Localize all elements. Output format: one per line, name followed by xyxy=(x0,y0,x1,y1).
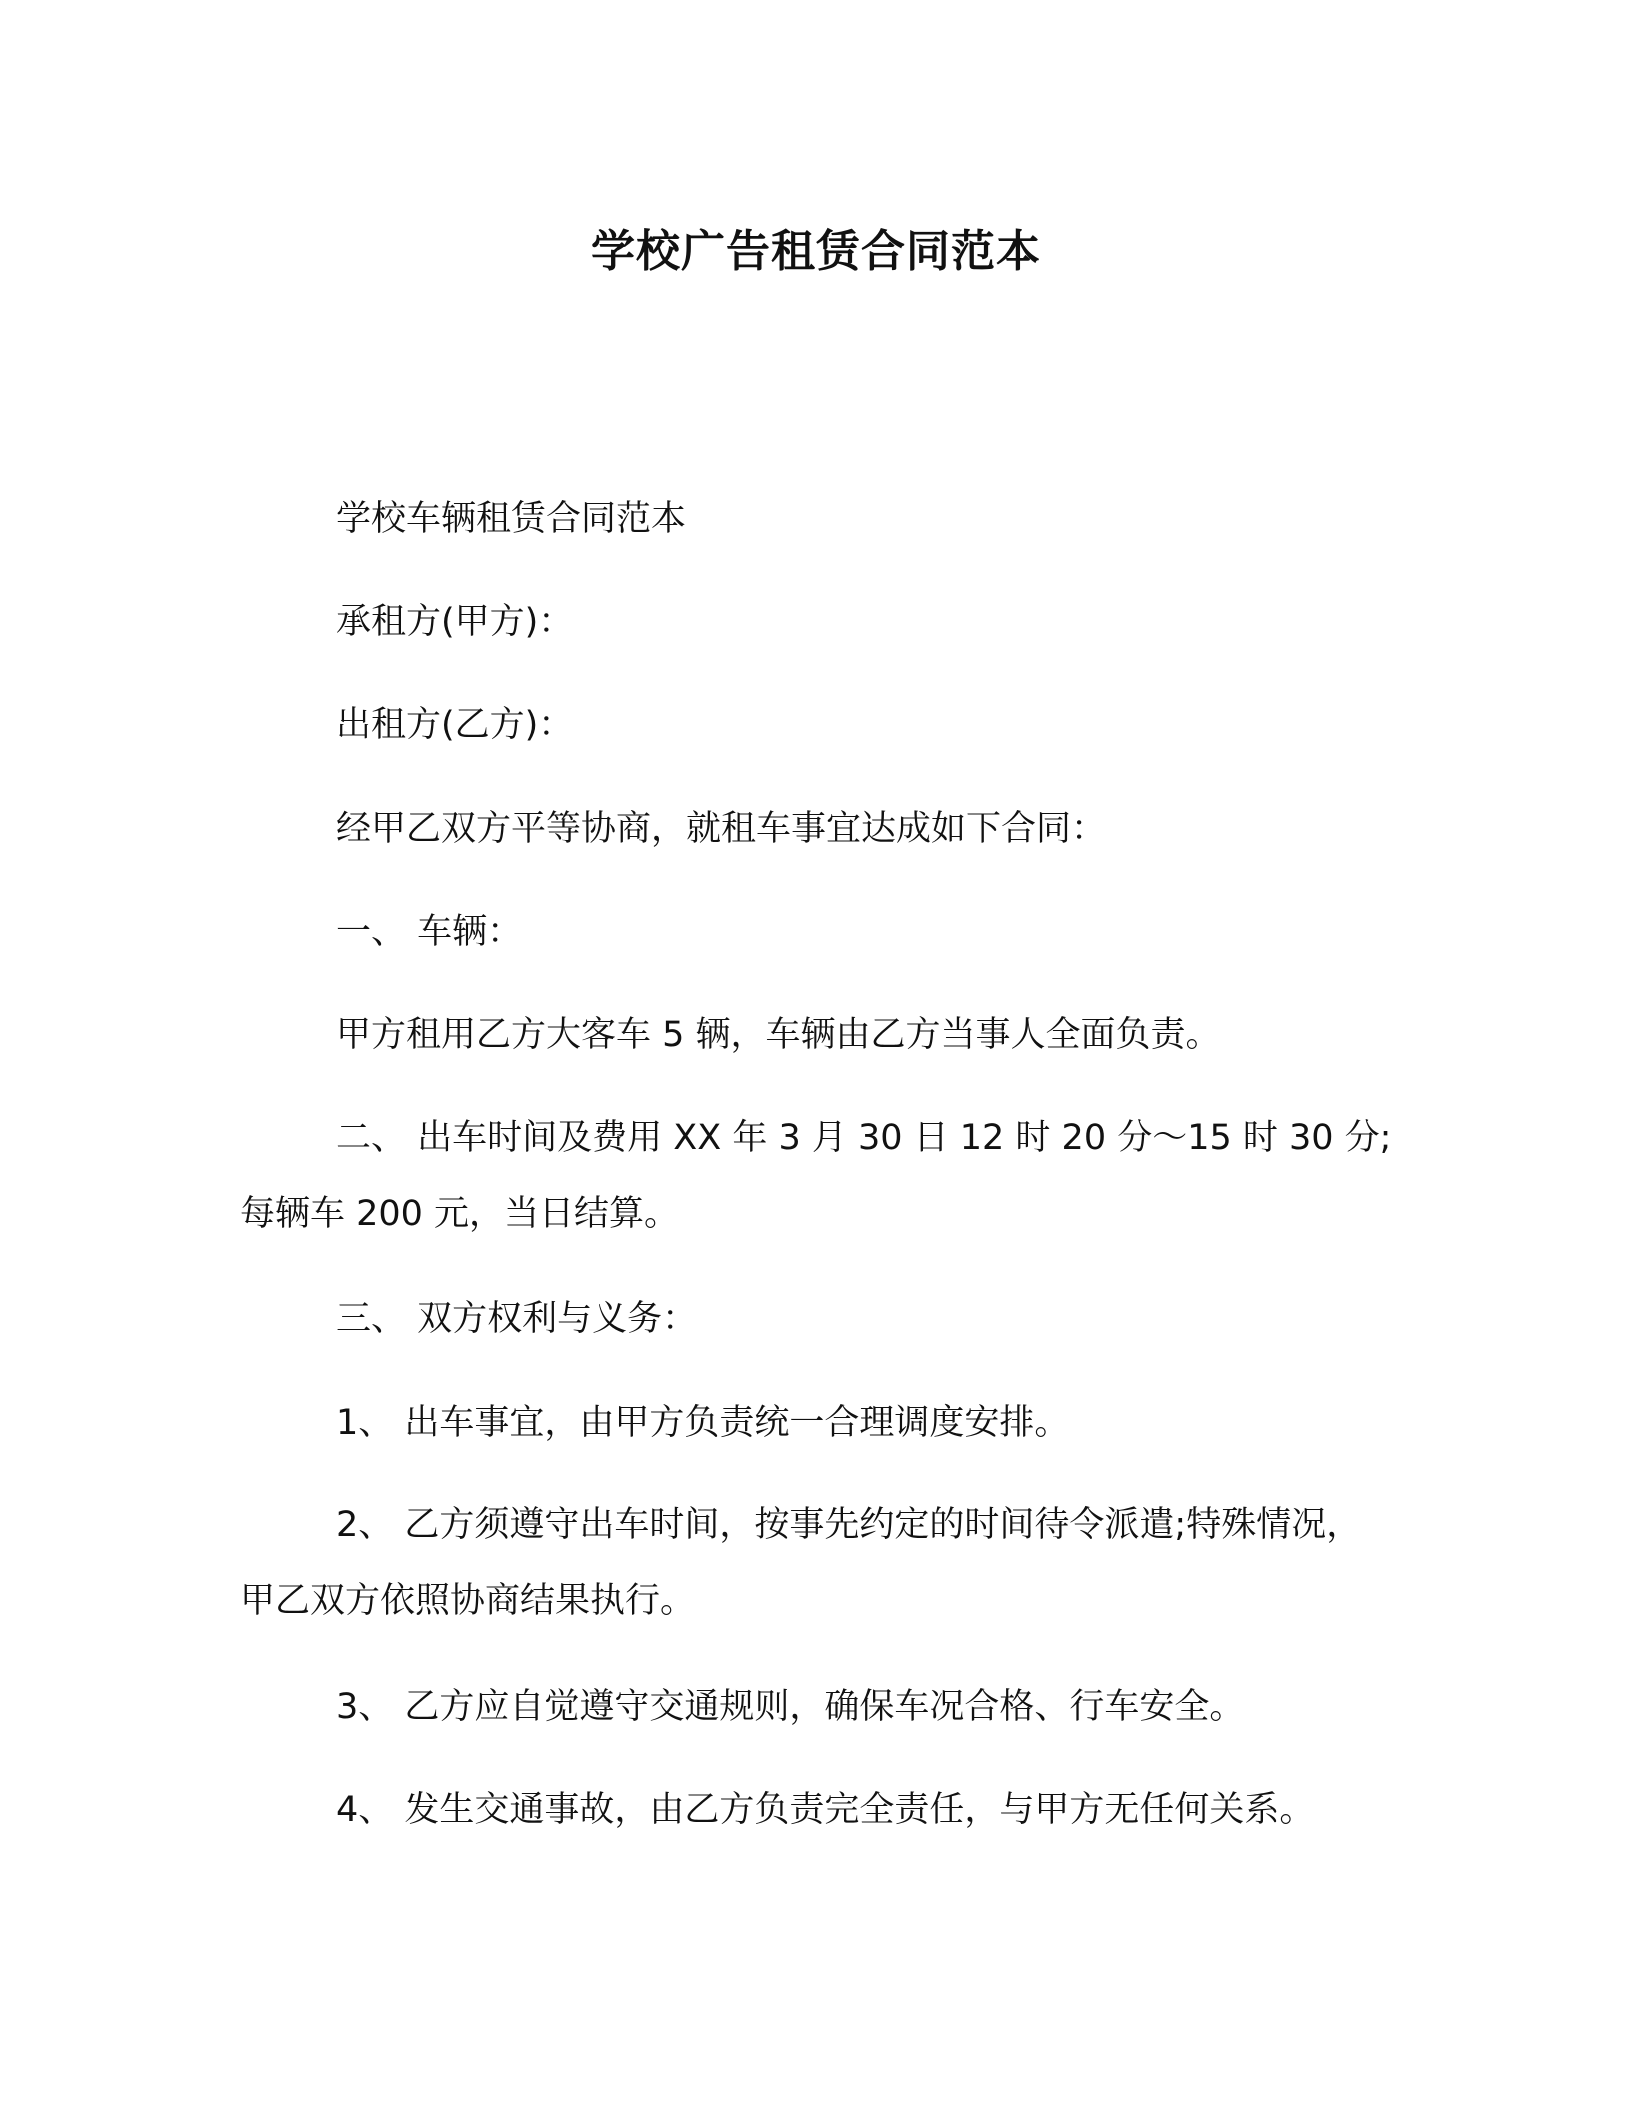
paragraph-line: 出租方(乙方)： xyxy=(336,705,574,745)
paragraph-subtitle xyxy=(240,480,1420,558)
section-1-heading xyxy=(240,893,1420,971)
paragraph-line: 3、 乙方应自觉遵守交通规则，确保车况合格、行车安全。 xyxy=(336,1687,1245,1727)
paragraph-line: 每辆车 200 元，当日结算。 xyxy=(240,1194,680,1234)
paragraph-line: 承租方(甲方)： xyxy=(336,602,574,642)
paragraph-preamble xyxy=(240,790,1420,868)
paragraph-line: 学校车辆租赁合同范本 xyxy=(336,499,687,539)
document-title: 学校广告租赁合同范本 xyxy=(591,226,1041,277)
paragraph-lessee xyxy=(240,583,1420,661)
paragraph-line: 2、 乙方须遵守出车时间，按事先约定的时间待令派遣;特殊情况， xyxy=(336,1505,1362,1545)
paragraph-lessor xyxy=(240,686,1420,764)
paragraph-line: 二、 出车时间及费用 XX 年 3 月 30 日 12 时 20 分～15 时 30 分; xyxy=(336,1118,1392,1158)
item-3 xyxy=(240,1668,1420,1746)
paragraph-line: 三、 双方权利与义务： xyxy=(336,1299,698,1339)
paragraph-line: 甲方租用乙方大客车 5 辆，车辆由乙方当事人全面负责。 xyxy=(336,1015,1221,1055)
section-2 xyxy=(240,1100,1420,1252)
section-1-body xyxy=(240,996,1420,1074)
paragraph-line: 4、 发生交通事故，由乙方负责完全责任，与甲方无任何关系。 xyxy=(336,1790,1315,1830)
item-4 xyxy=(240,1771,1420,1849)
paragraph-line: 1、 出车事宜，由甲方负责统一合理调度安排。 xyxy=(336,1403,1070,1443)
paragraph-line: 经甲乙双方平等协商，就租车事宜达成如下合同： xyxy=(336,809,1107,849)
section-3-heading xyxy=(240,1280,1420,1358)
paragraph-line: 一、 车辆： xyxy=(336,912,523,952)
item-1 xyxy=(240,1384,1420,1462)
item-2 xyxy=(240,1487,1420,1639)
paragraph-line: 甲乙双方依照协商结果执行。 xyxy=(240,1581,696,1621)
